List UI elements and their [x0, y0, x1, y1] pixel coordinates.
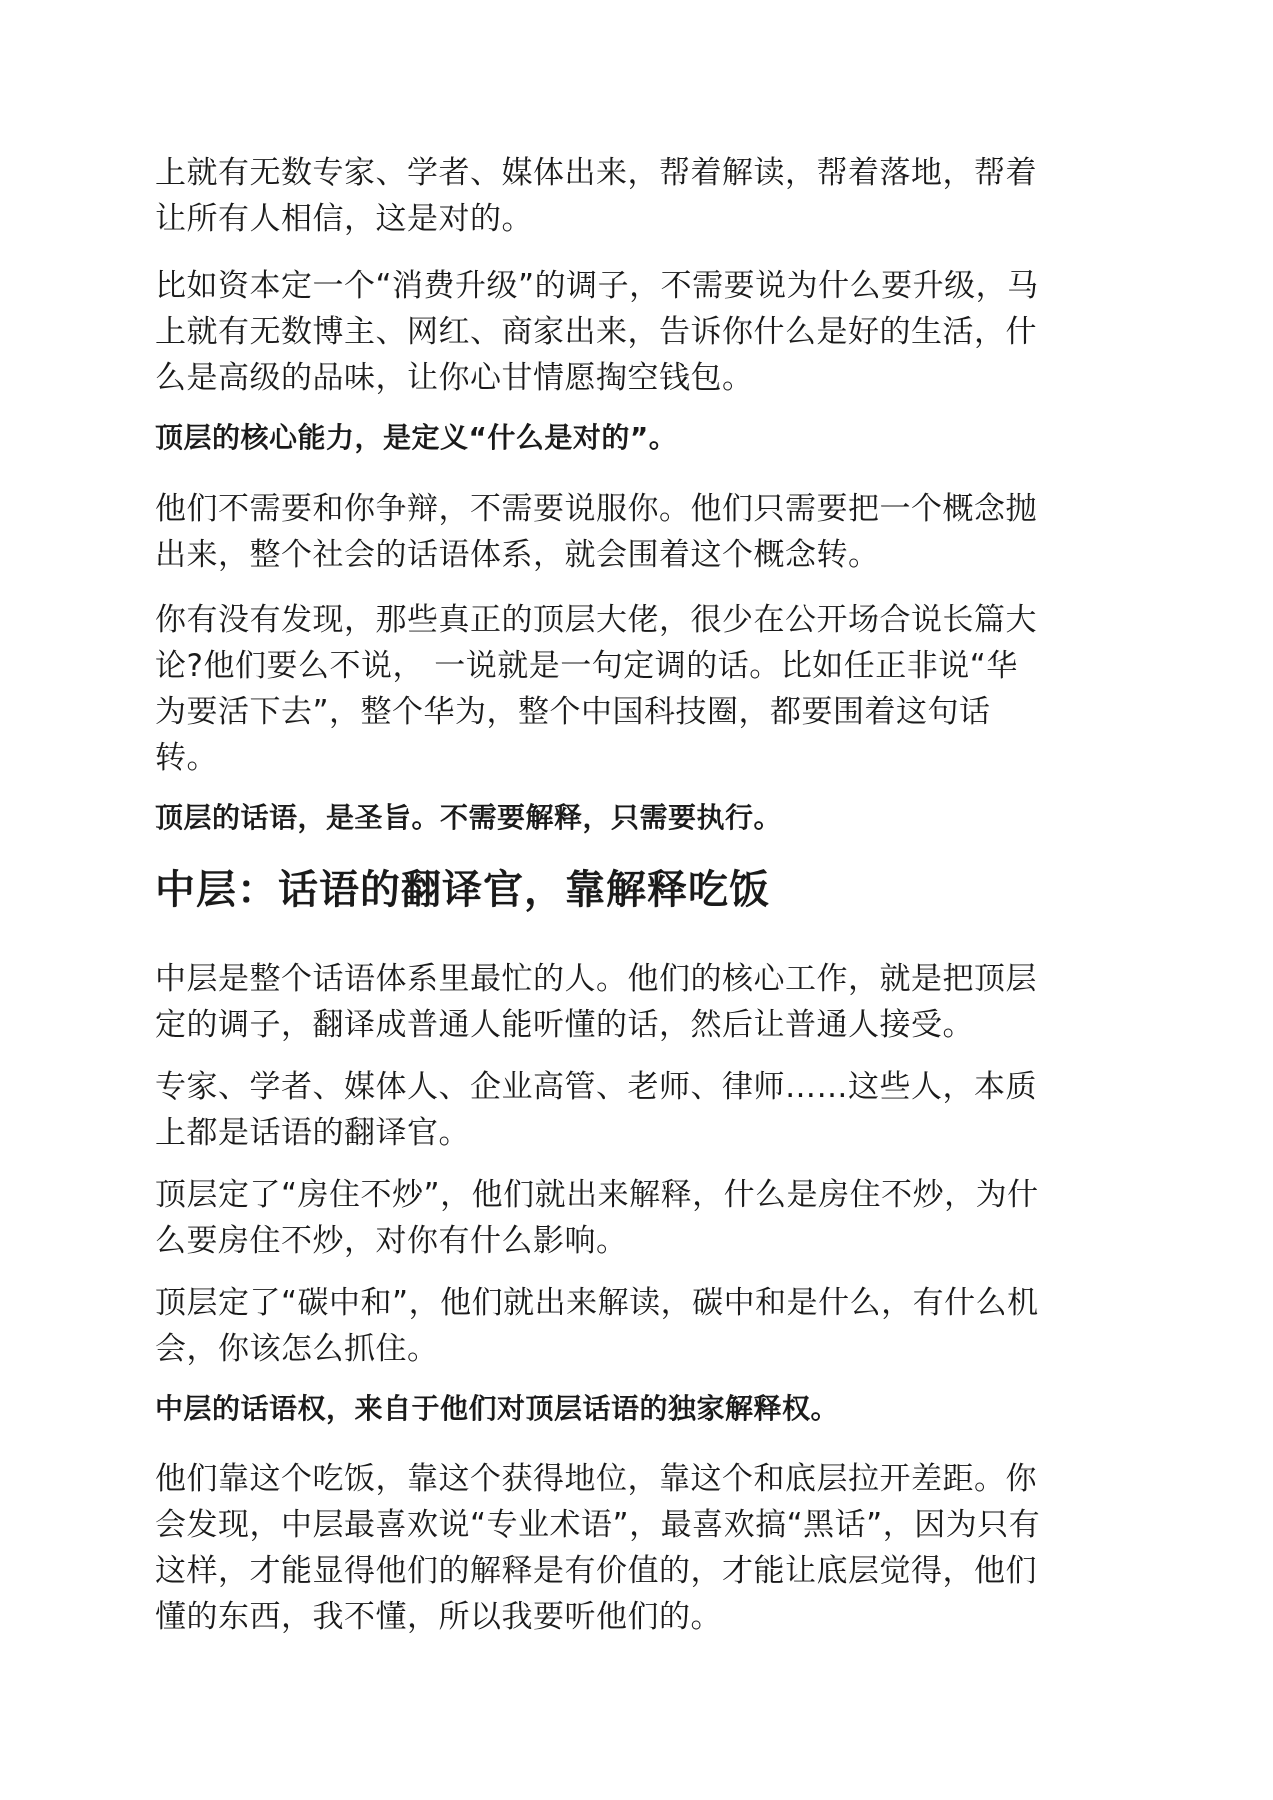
paragraph-line: 上都是话语的翻译官。: [155, 1115, 470, 1151]
paragraph-7: [155, 1172, 1039, 1264]
bold-statement-2: [155, 795, 782, 841]
paragraph-line: 么要房住不炒，对你有什么影响。: [155, 1223, 628, 1259]
paragraph-line: 论?他们要么不说， 一说就是一句定调的话。比如任正非说“华: [155, 648, 1018, 684]
section-heading: [155, 862, 770, 918]
bold-statement-1: [155, 415, 677, 461]
paragraph-line: 么是高级的品味，让你心甘情愿掏空钱包。: [155, 360, 754, 396]
paragraph-4: [155, 597, 1037, 781]
paragraph-line: 转。: [155, 740, 218, 776]
paragraph-line: 上就有无数专家、学者、媒体出来，帮着解读，帮着落地，帮着: [155, 155, 1037, 191]
paragraph-line: 顶层定了“碳中和”，他们就出来解读，碳中和是什么，有什么机: [155, 1285, 1039, 1321]
paragraph-3: [155, 486, 1037, 578]
paragraph-8: [155, 1280, 1039, 1372]
bold-line: 顶层的话语，是圣旨。不需要解释，只需要执行。: [155, 801, 783, 834]
paragraph-1: [155, 150, 1037, 242]
paragraph-line: 上就有无数博主、网红、商家出来，告诉你什么是好的生活，什: [155, 314, 1037, 350]
paragraph-6: [155, 1064, 1037, 1156]
paragraph-line: 顶层定了“房住不炒”，他们就出来解释，什么是房住不炒，为什: [155, 1177, 1039, 1213]
paragraph-line: 懂的东西，我不懂，所以我要听他们的。: [155, 1599, 722, 1635]
paragraph-line: 会，你该怎么抓住。: [155, 1331, 439, 1367]
paragraph-line: 他们不需要和你争辩，不需要说服你。他们只需要把一个概念抛: [155, 491, 1037, 527]
paragraph-line: 会发现，中层最喜欢说“专业术语”，最喜欢搞“黑话”，因为只有: [155, 1507, 1041, 1543]
paragraph-9: [155, 1456, 1040, 1640]
bold-line: 中层的话语权，来自于他们对顶层话语的独家解释权。: [155, 1392, 840, 1425]
paragraph-line: 这样，才能显得他们的解释是有价值的，才能让底层觉得，他们: [155, 1553, 1037, 1589]
bold-statement-3: [155, 1386, 839, 1432]
paragraph-line: 出来，整个社会的话语体系，就会围着这个概念转。: [155, 537, 880, 573]
paragraph-line: 定的调子，翻译成普通人能听懂的话，然后让普通人接受。: [155, 1007, 974, 1043]
paragraph-line: 你有没有发现，那些真正的顶层大佬，很少在公开场合说长篇大: [155, 602, 1037, 638]
paragraph-line: 专家、学者、媒体人、企业高管、老师、律师……这些人，本质: [155, 1069, 1037, 1105]
bold-line: 顶层的核心能力，是定义“什么是对的”。: [155, 421, 678, 454]
paragraph-line: 中层是整个话语体系里最忙的人。他们的核心工作，就是把顶层: [155, 961, 1037, 997]
paragraph-line: 让所有人相信，这是对的。: [155, 201, 533, 237]
paragraph-line: 为要活下去”，整个华为，整个中国科技圈，都要围着这句话: [155, 694, 991, 730]
paragraph-5: [155, 956, 1037, 1048]
paragraph-line: 比如资本定一个“消费升级”的调子，不需要说为什么要升级，马: [155, 268, 1039, 304]
heading-text: 中层：话语的翻译官，靠解释吃饭: [155, 867, 770, 913]
paragraph-line: 他们靠这个吃饭，靠这个获得地位，靠这个和底层拉开差距。你: [155, 1461, 1037, 1497]
paragraph-2: [155, 263, 1039, 401]
